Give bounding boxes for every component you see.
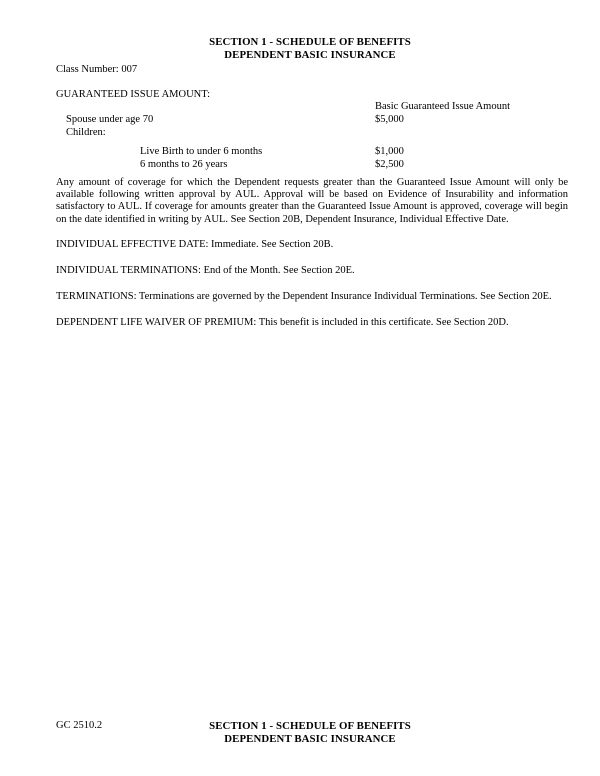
table-row: [56, 159, 566, 172]
page-header-line-2: DEPENDENT BASIC INSURANCE: [224, 49, 396, 61]
table-row: [56, 127, 566, 140]
benefit-term: Live Birth to under 6 months: [140, 146, 263, 158]
class-number-line: Class Number: 007: [56, 64, 138, 75]
benefit-term: Spouse under age 70: [66, 113, 154, 125]
footer-title: [56, 720, 564, 746]
coverage-approval-paragraph: Any amount of coverage for which the Dependent requests greater than the Guaranteed Issue Amount will only be available following written approval by AUL. Approval will be based on Evidence of Insurability and information satisfactory to AUL. If coverage for amounts greater than the Guaranteed Issue Amount is approved, coverage will begin on the date identified in writing by AUL. See Section 20B, Dependent Insurance, Individual Effective Date.: [56, 177, 568, 225]
page-header-line-1: SECTION 1 - SCHEDULE OF BENEFITS: [209, 36, 411, 48]
footer-title-line-2: DEPENDENT BASIC INSURANCE: [224, 733, 396, 745]
footer-form-code: GC 2510.2: [56, 720, 103, 731]
statement-dependent-life-waiver-of-premium: DEPENDENT LIFE WAIVER OF PREMIUM: This benefit is included in this certificate. See Section 20D.: [56, 317, 509, 328]
table-row: [56, 114, 566, 127]
statement-individual-effective-date: INDIVIDUAL EFFECTIVE DATE: Immediate. See Section 20B.: [56, 239, 334, 250]
benefit-amount: $5,000: [375, 113, 404, 125]
statement-individual-terminations: INDIVIDUAL TERMINATIONS: End of the Month. See Section 20E.: [56, 265, 355, 276]
page-footer: [0, 716, 600, 752]
amount-column-header: Basic Guaranteed Issue Amount: [375, 101, 511, 112]
benefit-amount: $1,000: [375, 146, 404, 158]
guaranteed-issue-amount-label: GUARANTEED ISSUE AMOUNT:: [56, 89, 211, 100]
benefit-amount: $2,500: [375, 159, 404, 171]
footer-title-line-1: SECTION 1 - SCHEDULE OF BENEFITS: [209, 720, 411, 732]
table-header-row: [56, 101, 566, 114]
table-row-spacer: [56, 139, 566, 146]
benefit-term: 6 months to 26 years: [140, 159, 228, 171]
statement-terminations: TERMINATIONS: Terminations are governed by the Dependent Insurance Individual Terminations. See Section 20E.: [56, 291, 552, 302]
table-row: [56, 146, 566, 159]
benefit-term: Children:: [66, 126, 106, 138]
page-header: [56, 36, 564, 62]
benefit-schedule-table: [56, 101, 566, 172]
